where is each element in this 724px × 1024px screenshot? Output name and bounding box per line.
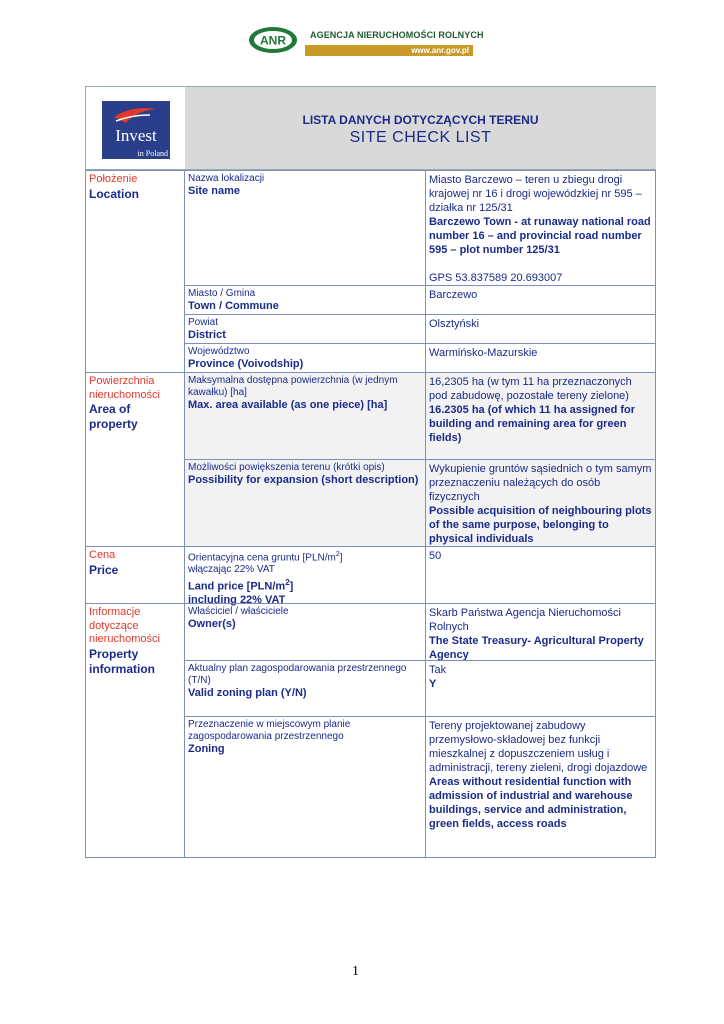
label-en: Valid zoning plan (Y/N) <box>188 687 307 699</box>
label-en: Town / Commune <box>188 300 279 312</box>
value: 50 <box>429 550 442 562</box>
label-en: District <box>188 329 226 341</box>
invest-in-poland-logo <box>102 101 170 159</box>
value-town <box>425 285 656 315</box>
category-pl: Położenie <box>89 173 138 185</box>
value-pl: Tak <box>429 664 447 676</box>
label-pl: Powiat <box>188 317 219 328</box>
category-pl: Powierzchnia nieruchomości <box>89 375 160 401</box>
agency-name: AGENCJA NIERUCHOMOŚCI ROLNYCH <box>310 30 484 40</box>
label-province <box>184 343 426 373</box>
page-number: 1 <box>352 964 359 979</box>
category-price <box>85 546 185 604</box>
label-en-a: Land price [PLN/m <box>188 580 286 593</box>
label-owner <box>184 603 426 661</box>
anr-logo <box>248 26 298 54</box>
label-en <box>188 576 422 594</box>
value-en: Areas without residential function with admission of industrial and warehouse buildings, service and administration, green fields, access roads <box>429 776 633 830</box>
value-province <box>425 343 656 373</box>
category-property <box>85 603 185 858</box>
value-max-area <box>425 372 656 460</box>
value: Warmińsko-Mazurskie <box>429 347 538 359</box>
label-max-area <box>184 372 426 460</box>
value-zoning-plan <box>425 660 656 717</box>
value-pl: Wykupienie gruntów sąsiednich o tym samym przeznaczeniu należących do osób fizycznych <box>429 463 652 503</box>
label-en-b: ] <box>289 580 294 593</box>
value-en: Barczewo Town - at runaway national road number 16 – and provincial road number 595 – plot number 125/31 <box>429 216 651 256</box>
invest-logo-text: Invest <box>115 126 157 145</box>
category-pl: Cena <box>89 549 116 561</box>
category-area <box>85 372 185 547</box>
label-expansion <box>184 459 426 547</box>
label-zoning <box>184 716 426 858</box>
value-site-name <box>425 170 656 286</box>
invest-logo-box <box>86 87 185 169</box>
label-pl: Nazwa lokalizacji <box>188 173 265 184</box>
label-district <box>184 314 426 344</box>
anr-logo-text: ANR <box>260 33 286 48</box>
label-pl: Możliwości powiększenia terenu (krótki opis) <box>188 462 385 473</box>
label-town <box>184 285 426 315</box>
value: Barczewo <box>429 289 478 301</box>
label-en: Zoning <box>188 743 225 755</box>
value-land-price <box>425 546 656 604</box>
category-en: Property information <box>89 646 155 676</box>
sheet-header <box>85 86 656 170</box>
label-en: Owner(s) <box>188 618 236 630</box>
label-pl: Aktualny plan zagospodarowania przestrzennego (T/N) <box>188 663 407 686</box>
value-expansion <box>425 459 656 547</box>
category-en: Area of property <box>89 402 138 431</box>
site-check-sheet <box>85 86 656 858</box>
gps-coordinates: GPS 53.837589 20.693007 <box>429 272 563 284</box>
value-en: Y <box>429 678 437 690</box>
label-pl: Miasto / Gmina <box>188 288 256 299</box>
category-en: Location <box>89 186 139 201</box>
category-pl: Informacje dotyczące nieruchomości <box>89 606 160 645</box>
title-en: SITE CHECK LIST <box>349 129 492 146</box>
label-pl: Właściciel / właściciele <box>188 606 289 617</box>
title-pl: LISTA DANYCH DOTYCZĄCYCH TERENU <box>302 113 539 127</box>
value-owner <box>425 603 656 661</box>
label-en: Possibility for expansion (short description) <box>188 474 419 486</box>
value-pl: 16,2305 ha (w tym 11 ha przeznaczonych pod zabudowę, pozostałe tereny zielone) <box>429 376 632 402</box>
label-en: Site name <box>188 185 240 197</box>
label-pl-a: Orientacyjna cena gruntu [PLN/m <box>188 552 336 564</box>
label-en: Province (Voivodship) <box>188 358 304 370</box>
label-pl: Maksymalna dostępna powierzchnia (w jednym kawałku) [ha] <box>188 375 398 398</box>
value-en: Possible acquisition of neighbouring plots of the same purpose, belonging to physical individuals <box>429 505 652 545</box>
label-pl <box>188 549 422 564</box>
value-en: 16.2305 ha (of which 11 ha assigned for building and remaining area for green fields) <box>429 404 636 444</box>
sup: 2 <box>335 551 340 558</box>
label-pl-vat: włączając 22% VAT <box>188 564 275 576</box>
label-pl-b: ] <box>339 552 343 564</box>
sup: 2 <box>285 578 290 588</box>
header-title-box <box>185 87 656 169</box>
label-en-vat: including 22% VAT <box>188 594 286 607</box>
value-district <box>425 314 656 344</box>
value-pl: Miasto Barczewo – teren u zbiegu drogi krajowej nr 16 i drogi wojewódzkiej nr 595 – działka nr 125/31 <box>429 174 642 214</box>
label-site-name <box>184 170 426 286</box>
label-land-price <box>184 546 426 607</box>
value: Olsztyński <box>429 318 480 330</box>
label-en: Max. area available (as one piece) [ha] <box>188 399 388 411</box>
value-pl: Skarb Państwa Agencja Nieruchomości Rolnych <box>429 607 621 633</box>
value-zoning <box>425 716 656 858</box>
label-pl: Przeznaczenie w miejscowym planie zagospodarowania przestrzennego <box>188 719 351 742</box>
label-pl: Województwo <box>188 346 250 357</box>
value-pl: Tereny projektowanej zabudowy przemysłowo-składowej bez funkcji mieszkalnej z dopuszczeniem usług i administracji, tereny zieleni, drogi dojazdowe <box>429 720 648 774</box>
category-location <box>85 170 185 373</box>
invest-logo-subtext: in Poland <box>137 149 168 158</box>
category-en: Price <box>89 562 119 577</box>
label-zoning-plan <box>184 660 426 717</box>
value-en: The State Treasury- Agricultural Property Agency <box>429 635 644 661</box>
agency-url[interactable]: www.anr.gov.pl <box>305 45 473 56</box>
